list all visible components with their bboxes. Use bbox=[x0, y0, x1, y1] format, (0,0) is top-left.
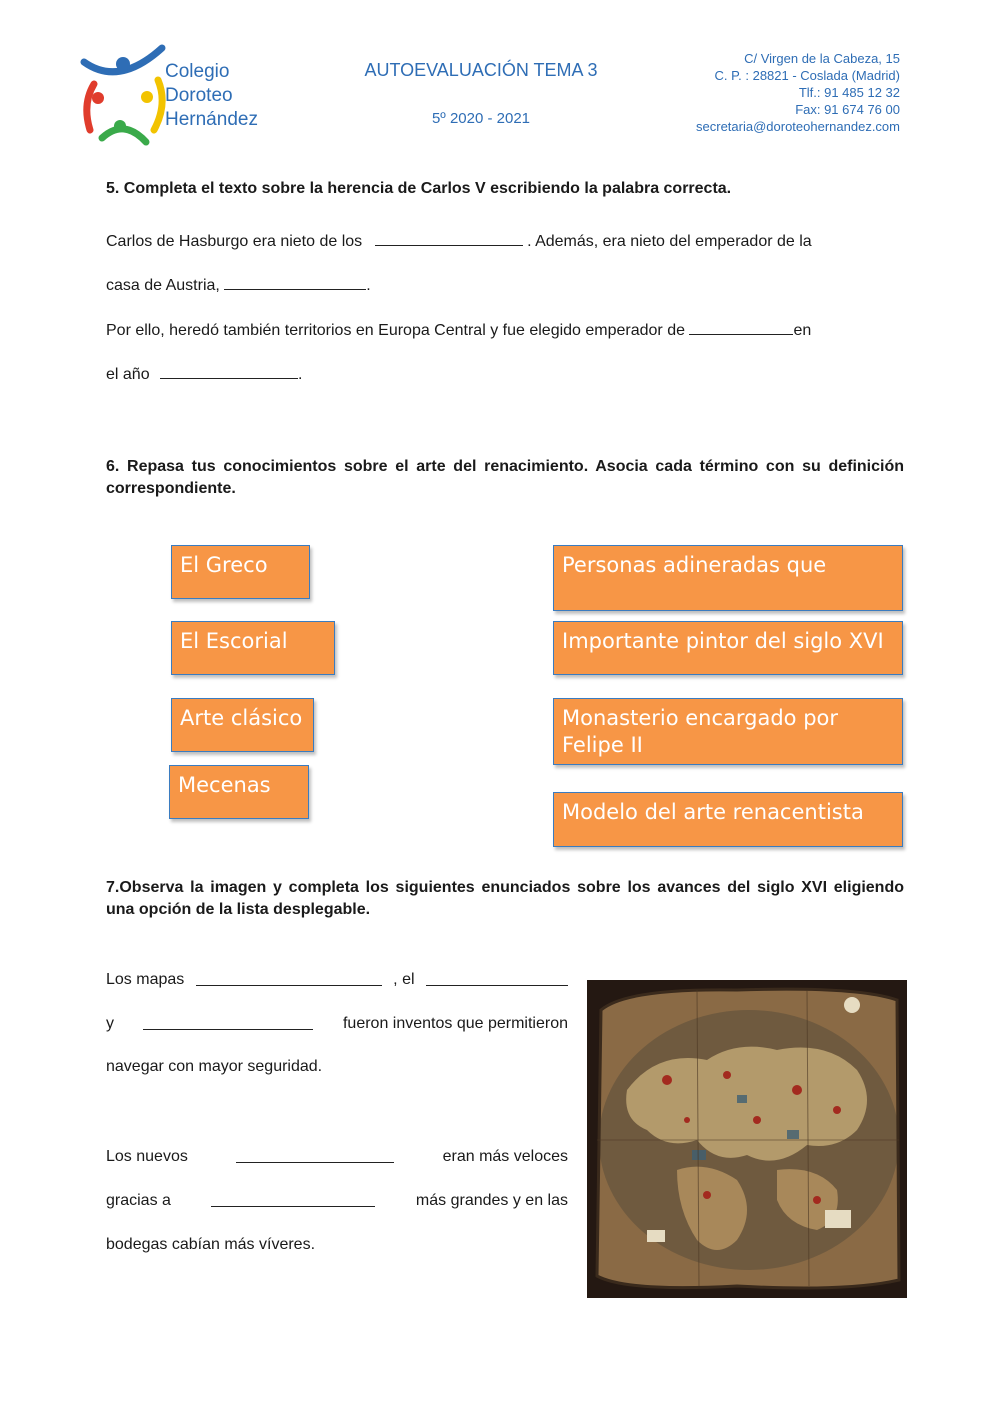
q7-text: y bbox=[106, 1015, 114, 1032]
q7-line-1 bbox=[106, 971, 568, 989]
q5-blank-1[interactable] bbox=[375, 231, 523, 246]
q5-line-3 bbox=[106, 320, 811, 340]
q7-line-5 bbox=[106, 1192, 568, 1210]
q7-line-4 bbox=[106, 1148, 568, 1166]
definition-pintor-siglo-xvi[interactable]: Importante pintor del siglo XVI bbox=[553, 621, 903, 675]
q5-text: . Además, era nieto del emperador de la bbox=[527, 233, 812, 250]
q5-text: Por ello, heredó también territorios en Europa Central y fue elegido emperador de bbox=[106, 322, 685, 339]
q5-blank-3[interactable] bbox=[689, 320, 793, 335]
q5-line-4 bbox=[106, 364, 303, 384]
q5-text: Carlos de Hasburgo era nieto de los bbox=[106, 233, 363, 250]
q7-select-instrumento-2[interactable] bbox=[143, 1015, 313, 1030]
q5-text: el año bbox=[106, 366, 150, 383]
q7-text: Los mapas bbox=[106, 971, 185, 988]
q7-text: , el bbox=[393, 971, 415, 988]
old-world-map-image bbox=[587, 980, 907, 1298]
address-street: C/ Virgen de la Cabeza, 15 bbox=[744, 51, 900, 66]
q5-blank-4[interactable] bbox=[160, 364, 298, 379]
q5-text: en bbox=[793, 322, 812, 339]
term-el-escorial[interactable]: El Escorial bbox=[171, 621, 335, 675]
q5-blank-2[interactable] bbox=[224, 275, 366, 290]
q7-text: Los nuevos bbox=[106, 1148, 188, 1165]
address-postal: C. P. : 28821 - Coslada (Madrid) bbox=[714, 68, 900, 83]
q5-line-1 bbox=[106, 231, 904, 251]
q7-text: eran más veloces bbox=[442, 1148, 568, 1165]
q7-select-barcos[interactable] bbox=[236, 1148, 394, 1163]
term-mecenas[interactable]: Mecenas bbox=[169, 765, 309, 819]
q7-text: fueron inventos que permitieron bbox=[342, 1015, 568, 1032]
definition-modelo-arte-renacentista[interactable]: Modelo del arte renacentista bbox=[553, 792, 903, 847]
term-el-greco[interactable]: El Greco bbox=[171, 545, 310, 599]
address-fax: Fax: 91 674 76 00 bbox=[795, 102, 900, 117]
question-7-title: 7.Observa la imagen y completa los siguientes enunciados sobre los avances del siglo XVI eligiendo una opción de la lista desplegable. bbox=[106, 879, 904, 918]
school-logo bbox=[74, 42, 174, 150]
address-phone: Tlf.: 91 485 12 32 bbox=[798, 85, 900, 100]
q7-select-instrumento-1[interactable] bbox=[426, 971, 568, 986]
q5-text: . bbox=[366, 277, 371, 294]
term-arte-clasico[interactable]: Arte clásico bbox=[171, 698, 314, 752]
logo-text-line2: Doroteo bbox=[165, 85, 233, 106]
q5-line-2 bbox=[106, 275, 371, 295]
q7-line-6: bodegas cabían más víveres. bbox=[106, 1236, 316, 1253]
school-year: 5º 2020 - 2021 bbox=[431, 110, 531, 127]
definition-personas-adineradas[interactable]: Personas adineradas que bbox=[553, 545, 903, 611]
q7-select-velas[interactable] bbox=[211, 1192, 375, 1207]
q7-text: más grandes y en las bbox=[415, 1192, 568, 1209]
document-title: AUTOEVALUACIÓN TEMA 3 bbox=[364, 60, 598, 80]
q7-text: gracias a bbox=[106, 1192, 171, 1209]
q5-text: . bbox=[298, 366, 303, 383]
q7-line-3: navegar con mayor seguridad. bbox=[106, 1058, 323, 1075]
q7-select-mapas[interactable] bbox=[196, 971, 382, 986]
address-email[interactable]: secretaria@doroteohernandez.com bbox=[696, 119, 900, 134]
question-6-title: 6. Repasa tus conocimientos sobre el arte del renacimiento. Asocia cada término con su definición correspondiente. bbox=[106, 458, 904, 497]
q5-text: casa de Austria, bbox=[106, 277, 220, 294]
q7-line-2 bbox=[106, 1015, 568, 1033]
logo-text-line1: Colegio bbox=[165, 61, 230, 82]
question-5-title: 5. Completa el texto sobre la herencia de Carlos V escribiendo la palabra correcta. bbox=[106, 180, 732, 197]
definition-monasterio-felipe-ii[interactable]: Monasterio encargado por Felipe II bbox=[553, 698, 903, 765]
logo-text-line3: Hernández bbox=[165, 109, 258, 130]
